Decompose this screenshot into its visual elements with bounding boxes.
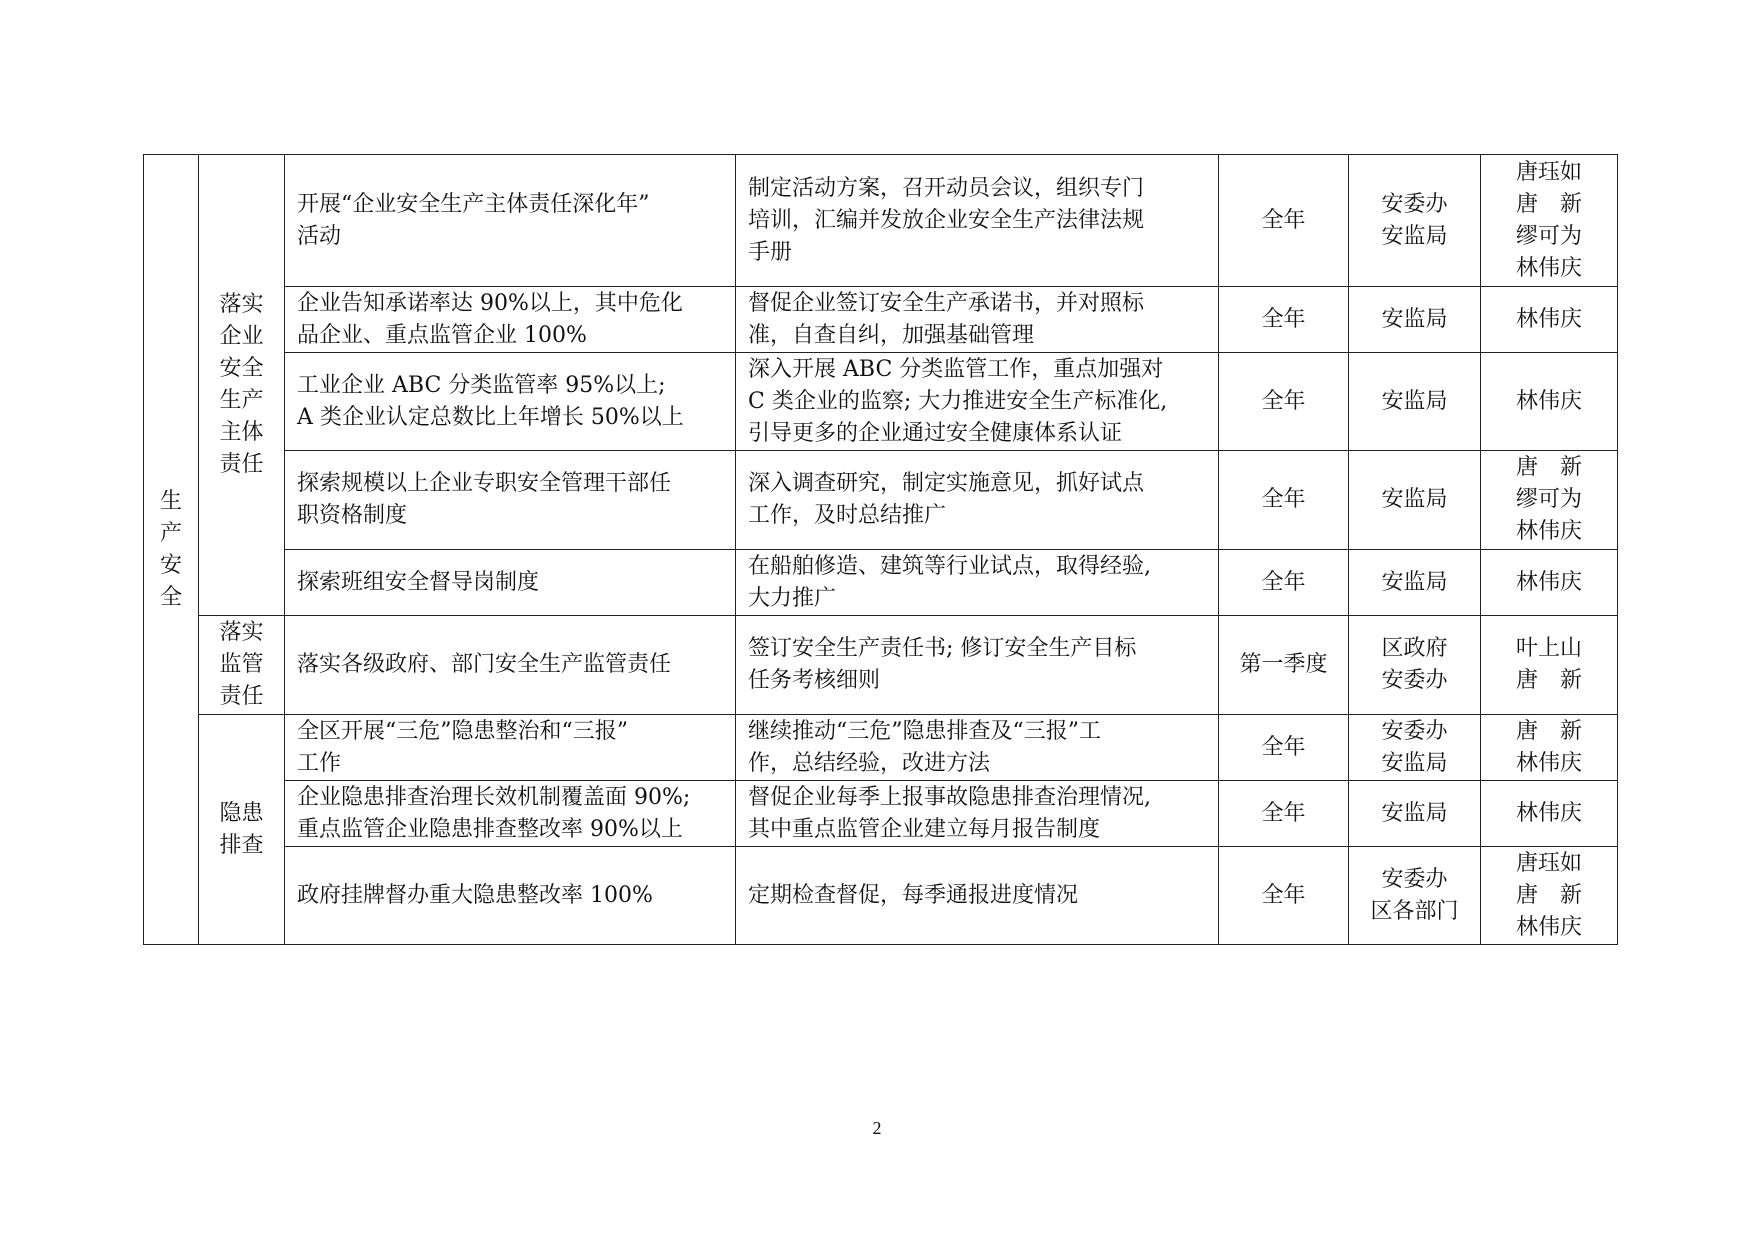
page-number: 2 <box>872 1118 882 1138</box>
time-cell: 全年 <box>1219 287 1349 353</box>
dept-cell: 安监局 <box>1349 287 1481 353</box>
dept-cell: 区政府 安委办 <box>1349 616 1481 715</box>
measure-cell: 督促企业每季上报事故隐患排查治理情况, 其中重点监管企业建立每月报告制度 <box>736 781 1219 847</box>
task-cell: 开展“企业安全生产主体责任深化年” 活动 <box>285 155 736 287</box>
dept-cell: 安监局 <box>1349 550 1481 616</box>
measure-cell: 深入调查研究，制定实施意见，抓好试点 工作，及时总结推广 <box>736 451 1219 550</box>
dept-cell: 安监局 <box>1349 451 1481 550</box>
task-cell: 企业隐患排查治理长效机制覆盖面 90%; 重点监管企业隐患排查整改率 90%以上 <box>285 781 736 847</box>
work-plan-table <box>143 154 1618 945</box>
person-cell: 唐 新 林伟庆 <box>1481 715 1618 781</box>
measure-cell: 签订安全生产责任书; 修订安全生产目标 任务考核细则 <box>736 616 1219 715</box>
task-cell: 探索班组安全督导岗制度 <box>285 550 736 616</box>
task-cell: 全区开展“三危”隐患整治和“三报” 工作 <box>285 715 736 781</box>
group-cell: 落实 监管 责任 <box>199 616 285 715</box>
table-row <box>144 550 1618 616</box>
dept-cell: 安监局 <box>1349 353 1481 451</box>
category-cell: 生 产 安 全 <box>144 155 199 945</box>
task-cell: 企业告知承诺率达 90%以上，其中危化 品企业、重点监管企业 100% <box>285 287 736 353</box>
dept-cell: 安监局 <box>1349 781 1481 847</box>
person-cell: 唐珏如 唐 新 林伟庆 <box>1481 847 1618 945</box>
table-row <box>144 353 1618 451</box>
person-cell: 林伟庆 <box>1481 353 1618 451</box>
time-cell: 第一季度 <box>1219 616 1349 715</box>
time-cell: 全年 <box>1219 155 1349 287</box>
measure-cell: 在船舶修造、建筑等行业试点，取得经验, 大力推广 <box>736 550 1219 616</box>
group-cell: 隐患 排查 <box>199 715 285 945</box>
dept-cell: 安委办 安监局 <box>1349 715 1481 781</box>
table-row <box>144 616 1618 715</box>
table-row <box>144 781 1618 847</box>
time-cell: 全年 <box>1219 550 1349 616</box>
person-cell: 林伟庆 <box>1481 781 1618 847</box>
measure-cell: 定期检查督促，每季通报进度情况 <box>736 847 1219 945</box>
table-row <box>144 715 1618 781</box>
table-row <box>144 847 1618 945</box>
time-cell: 全年 <box>1219 715 1349 781</box>
table-row <box>144 451 1618 550</box>
dept-cell: 安委办 区各部门 <box>1349 847 1481 945</box>
table-row <box>144 155 1618 287</box>
task-cell: 探索规模以上企业专职安全管理干部任 职资格制度 <box>285 451 736 550</box>
measure-cell: 制定活动方案，召开动员会议，组织专门 培训，汇编并发放企业安全生产法律法规 手册 <box>736 155 1219 287</box>
task-cell: 落实各级政府、部门安全生产监管责任 <box>285 616 736 715</box>
time-cell: 全年 <box>1219 451 1349 550</box>
person-cell: 唐珏如 唐 新 缪可为 林伟庆 <box>1481 155 1618 287</box>
measure-cell: 督促企业签订安全生产承诺书，并对照标 准，自查自纠，加强基础管理 <box>736 287 1219 353</box>
dept-cell: 安委办 安监局 <box>1349 155 1481 287</box>
person-cell: 林伟庆 <box>1481 550 1618 616</box>
measure-cell: 继续推动“三危”隐患排查及“三报”工 作，总结经验，改进方法 <box>736 715 1219 781</box>
time-cell: 全年 <box>1219 353 1349 451</box>
person-cell: 唐 新 缪可为 林伟庆 <box>1481 451 1618 550</box>
group-cell: 落实 企业 安全 生产 主体 责任 <box>199 155 285 616</box>
task-cell: 政府挂牌督办重大隐患整改率 100% <box>285 847 736 945</box>
table-row <box>144 287 1618 353</box>
time-cell: 全年 <box>1219 847 1349 945</box>
task-cell: 工业企业 ABC 分类监管率 95%以上; A 类企业认定总数比上年增长 50%以上 <box>285 353 736 451</box>
measure-cell: 深入开展 ABC 分类监管工作，重点加强对 C 类企业的监察; 大力推进安全生产标准化, 引导更多的企业通过安全健康体系认证 <box>736 353 1219 451</box>
time-cell: 全年 <box>1219 781 1349 847</box>
person-cell: 林伟庆 <box>1481 287 1618 353</box>
person-cell: 叶上山 唐 新 <box>1481 616 1618 715</box>
